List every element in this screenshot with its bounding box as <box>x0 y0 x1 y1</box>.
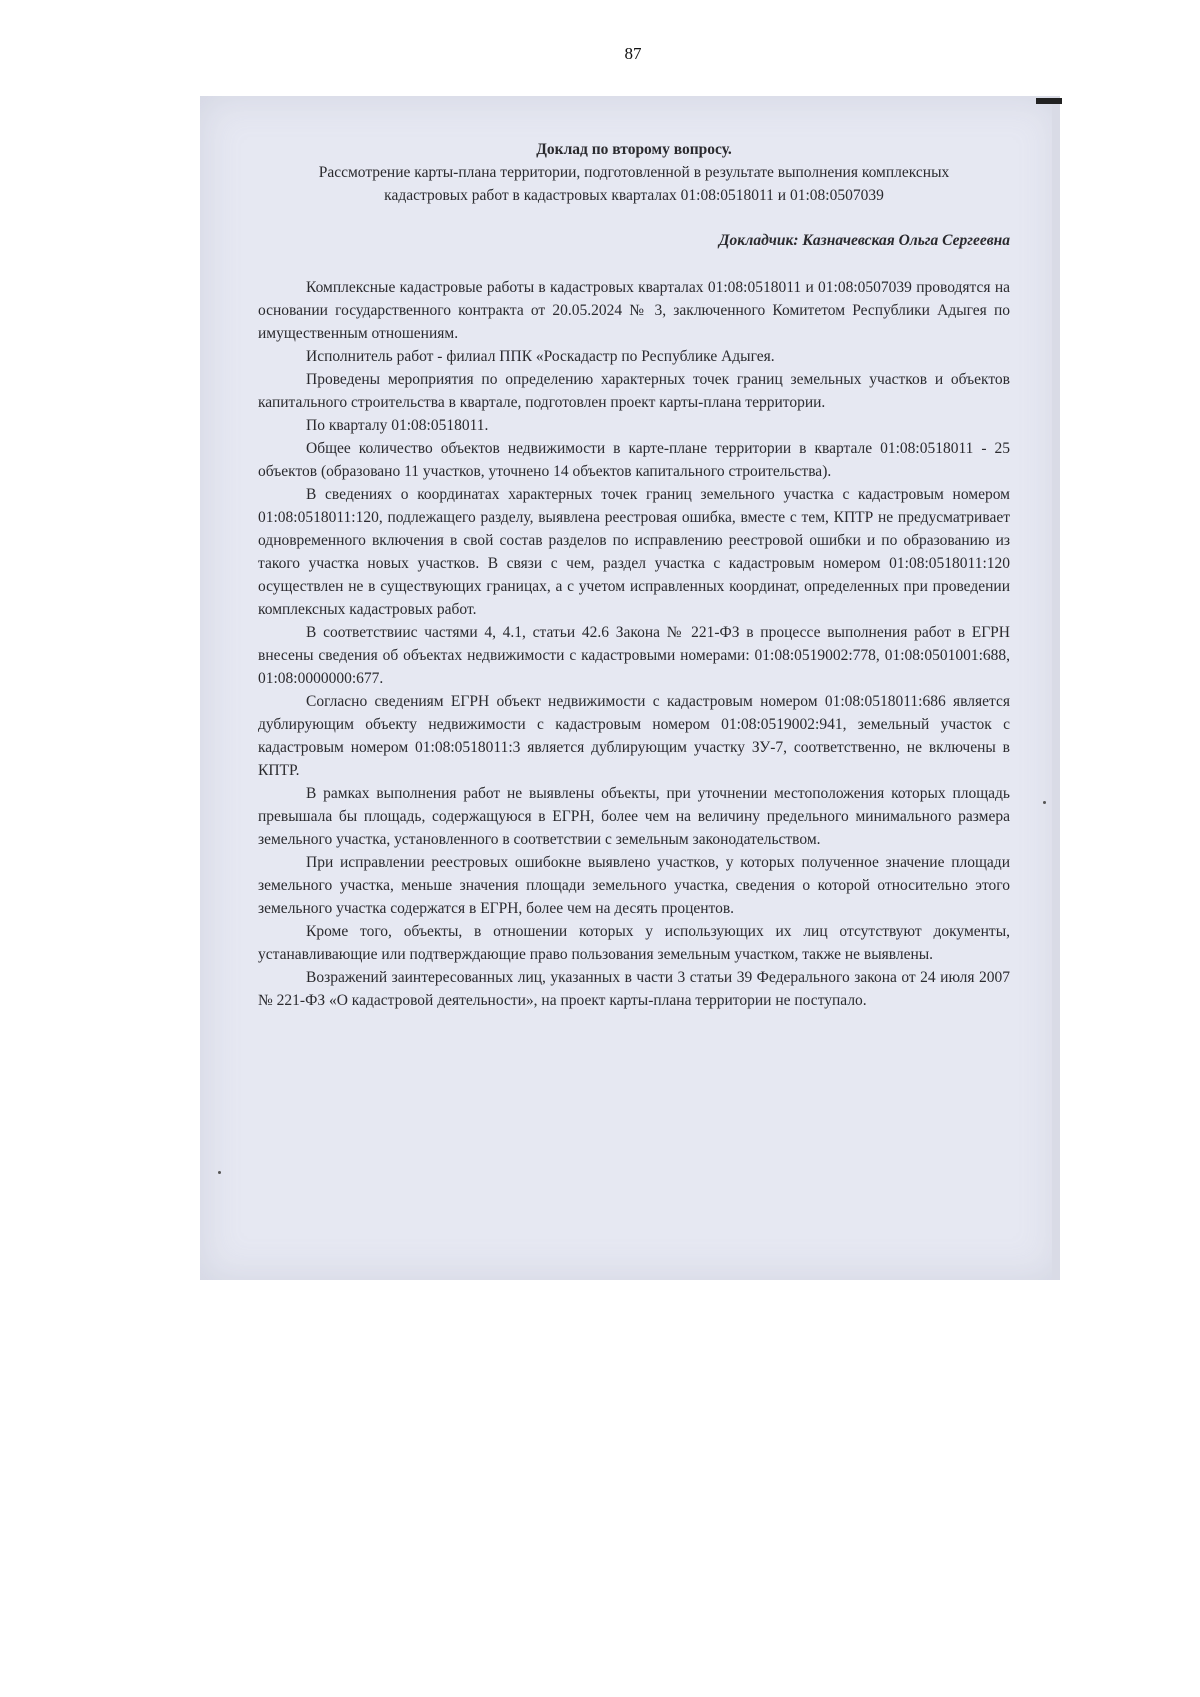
paragraph: Согласно сведениям ЕГРН объект недвижимости с кадастровым номером 01:08:0518011:686 является дублирующим объекту недвижимости с кадастровым номером 01:08:0519002:941, земельный участок с кадастровым номером 01:08:0518011:3 является дублирующим участку ЗУ-7, соответственно, не включены в КПТР. <box>258 693 1010 779</box>
scan-speck <box>1043 801 1046 804</box>
paragraph: Комплексные кадастровые работы в кадастровых кварталах 01:08:0518011 и 01:08:0507039 проводятся на основании государственного контракта от 20.05.2024 № 3, заключенного Комитетом Республики Адыгея по имущественным отношениям. <box>258 279 1010 342</box>
paragraph: В сведениях о координатах характерных точек границ земельного участка с кадастровым номером 01:08:0518011:120, подлежащего разделу, выявлена реестровая ошибка, вместе с тем, КПТР не предусматривает одновременного включения в свой состав разделов по исправлению реестровой ошибки и по образованию из такого участка новых участков. В связи с чем, раздел участка с кадастровым номером 01:08:0518011:120 осуществлен не в существующих границах, а с учетом исправленных координат, определенных при проведении комплексных кадастровых работ. <box>258 486 1010 618</box>
scanned-page <box>200 96 1060 1280</box>
paragraph: Возражений заинтересованных лиц, указанных в части 3 статьи 39 Федерального закона от 24 июля 2007 № 221-ФЗ «О кадастровой деятельности», на проект карты-плана территории не поступало. <box>258 969 1010 1009</box>
paragraph: В соответствиис частями 4, 4.1, статьи 42.6 Закона № 221-ФЗ в процессе выполнения работ в ЕГРН внесены сведения об объектах недвижимости с кадастровыми номерами: 01:08:0519002:778, 01:08:0501001:688, 01:08:0000000:677. <box>258 624 1010 687</box>
paragraph: Общее количество объектов недвижимости в карте-плане территории в квартале 01:08:0518011 - 25 объектов (образовано 11 участков, уточнено 14 объектов капитального строительства). <box>258 440 1010 480</box>
scan-edge-shadow <box>1052 96 1060 1280</box>
speaker-line: Докладчик: Казначевская Ольга Сергеевна <box>718 232 1010 249</box>
paragraph: Кроме того, объекты, в отношении которых у использующих их лиц отсутствуют документы, устанавливающие или подтверждающие право пользования земельным участком, также не выявлены. <box>258 923 1010 963</box>
scan-speck <box>218 1171 221 1174</box>
scan-corner-mark <box>1036 98 1062 104</box>
page-number: 87 <box>624 44 642 63</box>
paragraph: В рамках выполнения работ не выявлены объекты, при уточнении местоположения которых площадь превышала бы площадь, содержащуюся в ЕГРН, более чем на величину предельного минимального размера земельного участка, установленного в соответствии с земельным законодательством. <box>258 785 1010 848</box>
paragraph: При исправлении реестровых ошибокне выявлено участков, у которых полученное значение площади земельного участка, меньше значения площади земельного участка, сведения о которой относительно этого земельного участка содержатся в ЕГРН, более чем на десять процентов. <box>258 854 1010 917</box>
report-document <box>258 138 1010 1012</box>
paragraph: Исполнитель работ - филиал ППК «Роскадастр по Республике Адыгея. <box>306 348 775 365</box>
paragraph: Проведены мероприятия по определению характерных точек границ земельных участков и объектов капитального строительства в квартале, подготовлен проект карты-плана территории. <box>258 371 1010 411</box>
paragraph: По кварталу 01:08:0518011. <box>306 417 489 434</box>
report-subtitle: Рассмотрение карты-плана территории, подготовленной в результате выполнения комплексных кадастровых работ в кадастровых кварталах 01:08:0518011 и 01:08:0507039 <box>318 164 950 204</box>
report-title: Доклад по второму вопросу. <box>536 141 732 158</box>
